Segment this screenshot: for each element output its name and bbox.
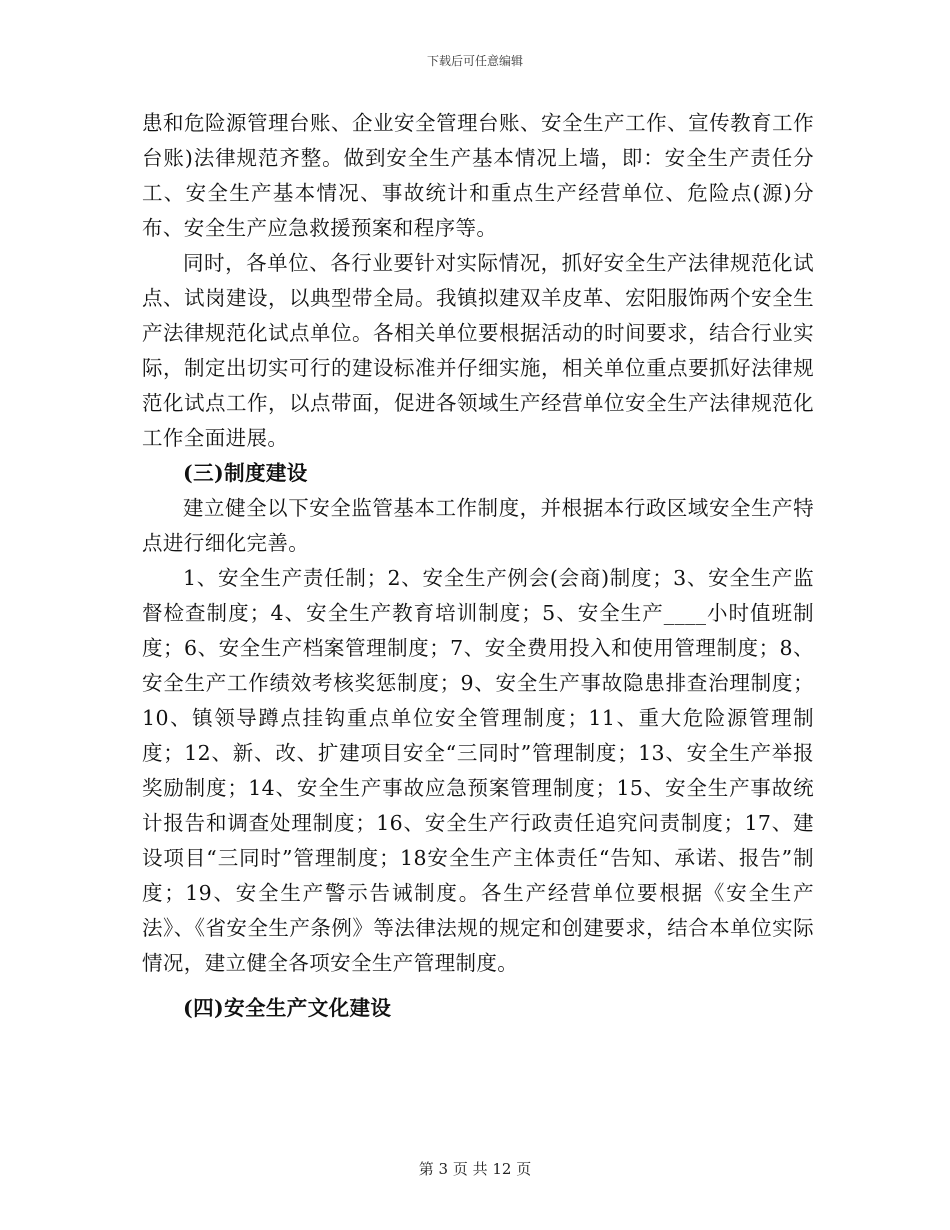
section-spacer [142,981,814,991]
paragraph-system-intro: 建立健全以下安全监管基本工作制度，并根据本行政区域安全生产特点进行细化完善。 [142,496,814,555]
section-heading-3: (三)制度建设 [183,461,308,485]
paragraph-pilot: 同时，各单位、各行业要针对实际情况，抓好安全生产法律规范化试点、试岗建设，以典型带全局。我镇拟建双羊皮革、宏阳服饰两个安全生产法律规范化试点单位。各相关单位要根据活动的时间要求，结合行业实际，制定出切实可行的建设标准并仔细实施，相关单位重点要抓好法律规范化试点工作，以点带面，促进各领域生产经营单位安全生产法律规范化工作全面进展。 [142,251,814,450]
paragraph-system-list: 1、安全生产责任制；2、安全生产例会(会商)制度；3、安全生产监督检查制度；4、安全生产教育培训制度；5、安全生产____小时值班制度；6、安全生产档案管理制度；7、安全费用投入和使用管理制度；8、安全生产工作绩效考核奖惩制度；9、安全生产事故隐患排查治理制度；10、镇领导蹲点挂钩重点单位安全管理制度；11、重大危险源管理制度；12、新、改、扩建项目安全“三同时”管理制度；13、安全生产举报奖励制度；14、安全生产事故应急预案管理制度；15、安全生产事故统计报告和调查处理制度；16、安全生产行政责任追究问责制度；17、建设项目“三同时”管理制度；18安全生产主体责任“告知、承诺、报告”制度；19、安全生产警示告诫制度。各生产经营单位要根据《安全生产法》、《省安全生产条例》等法律法规的规定和创建要求，结合本单位实际情况，建立健全各项安全生产管理制度。 [142,566,814,975]
document-body [142,106,814,1026]
page-header: 下载后可任意编辑 [426,54,523,68]
paragraph-continued: 患和危险源管理台账、企业安全管理台账、安全生产工作、宣传教育工作台账)法律规范齐整。做到安全生产基本情况上墙，即：安全生产责任分工、安全生产基本情况、事故统计和重点生产经营单位、危险点(源)分布、安全生产应急救援预案和程序等。 [142,111,814,240]
page-footer: 第 3 页 共 12 页 [418,1160,532,1178]
section-heading-4: (四)安全生产文化建设 [183,996,392,1020]
